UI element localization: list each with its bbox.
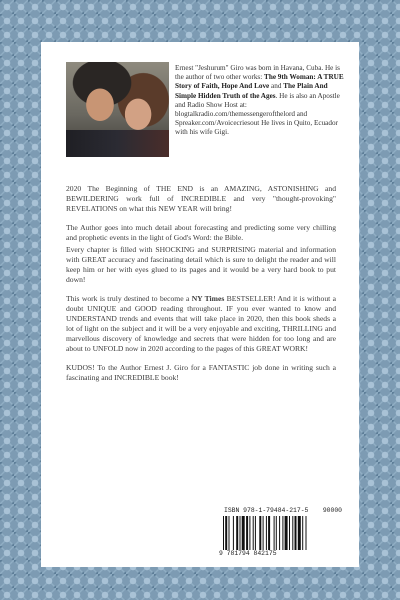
bio-intro: Ernest "Jeshurum" Giro was born in Havana, Cuba. He is the author of two other works: <box>175 64 340 82</box>
isbn-text: ISBN 978-1-79484-217-5 <box>224 507 309 514</box>
author-bio <box>175 64 349 138</box>
nytimes-text: NY Times <box>191 294 225 303</box>
barcode-bars <box>223 516 339 550</box>
blurb-p4-rest: BESTSELLER! And it is without a doubt UNIQUE and GOOD reading throughout. IF you ever wanted to know and UNDERSTAND trends and events that will take place in 2020, then this book sheds a lot of light on the subject and it will be a very enjoyable and exciting, THRILLING and marvellous discovery of knowledge and secrets that were hidden for too long and are about to UNFOLD now in 2020 according to the pages of this GREAT WORK! <box>66 294 336 353</box>
back-cover-panel <box>41 42 359 567</box>
author-photo-clothing <box>66 130 169 157</box>
blurb-paragraph-3: Every chapter is filled with SHOCKING and SURPRISING material and information with GREAT accuracy and fascinating detail which is sure to delight the reader and will keep him or her with eyes glued to its pages and it would be a very hard book to put down! <box>66 245 336 284</box>
blurb-paragraph-2: The Author goes into much detail about forecasting and predicting some very chilling and prophetic events in the light of God's Word: the Bible. <box>66 223 336 242</box>
bio-work-1: The 9th Woman: A TRUE Story of Faith, Hope And Love <box>175 73 344 91</box>
blurb-p4-start: This work is truly destined to become a <box>66 294 192 303</box>
blurb-paragraph-5: KUDOS! To the Author Ernest J. Giro for a FANTASTIC job done in writing such a fascinating and INCREDIBLE book! <box>66 363 336 382</box>
barcode-digits: 9 781794 842175 <box>219 550 277 557</box>
bio-and: and <box>269 82 284 91</box>
author-photo <box>66 62 169 157</box>
bio-work-2: The Plain And Simple Hidden Truth of the Ages <box>175 82 328 100</box>
blurb <box>66 184 336 392</box>
bio-rest: . He is also an Apostle and Radio Show Host at: blogtalkradio.com/themessengerofthelord and Spreaker.com/Avoicecriesout He lives in Quito, Ecuador with his wife Gigi. <box>175 91 340 137</box>
price-code: 90000 <box>322 507 342 514</box>
blurb-paragraph-4 <box>66 294 336 354</box>
blurb-paragraph-1: 2020 The Beginning of THE END is an AMAZING, ASTONISHING and BEWILDERING work full of INCREDIBLE and very "thought-provoking" REVELATIONS on what this NEW YEAR will bring! <box>66 184 336 213</box>
isbn-header <box>224 507 342 514</box>
isbn-barcode <box>217 506 345 560</box>
